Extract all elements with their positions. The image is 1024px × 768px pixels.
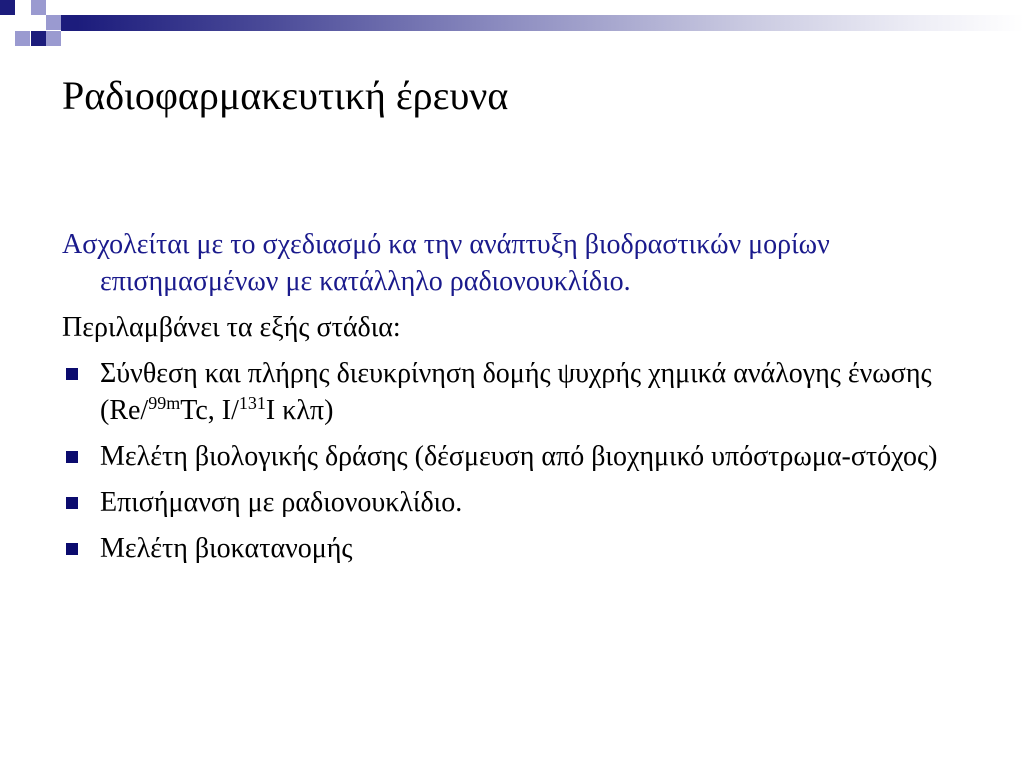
stages-heading: Περιλαμβάνει τα εξής στάδια: <box>62 312 401 343</box>
header-gradient-band <box>77 15 1024 31</box>
bullet-text-part: Σύνθεση και πλήρης διευκρίνηση δομής ψυχρής χημικά ανάλογης ένωσης (Re/ <box>100 358 932 426</box>
slide-title: Ραδιοφαρμακευτική έρευνα <box>62 73 509 118</box>
square-bullet-icon <box>66 451 78 463</box>
decorative-square <box>46 15 61 30</box>
bullet-text-part: Tc, I/ <box>180 395 239 426</box>
bullet-text: Μελέτη βιοκατανομής <box>100 533 353 564</box>
decorative-square <box>0 0 15 15</box>
square-bullet-icon <box>66 497 78 509</box>
bullet-text <box>100 358 932 426</box>
decorative-square <box>15 31 30 46</box>
decorative-square <box>31 0 46 15</box>
list-item <box>62 438 942 475</box>
bullet-text: Μελέτη βιολογικής δράσης (δέσμευση από βιοχημικό υπόστρωμα-στόχος) <box>100 441 938 472</box>
isotope-superscript: 99m <box>148 393 181 414</box>
list-item <box>62 530 942 567</box>
decorative-header <box>0 0 1024 60</box>
decorative-square <box>31 31 46 46</box>
slide-body <box>62 226 942 576</box>
bullet-text-part: I κλπ) <box>265 395 334 426</box>
isotope-superscript: 131 <box>238 393 266 414</box>
square-bullet-icon <box>66 543 78 555</box>
square-bullet-icon <box>66 368 78 380</box>
list-item <box>62 484 942 521</box>
intro-paragraph: Ασχολείται με το σχεδιασμό κα την ανάπτυξη βιοδραστικών μορίων επισημασμένων με κατάλληλο ραδιονουκλίδιο. <box>62 229 830 297</box>
decorative-square <box>46 31 61 46</box>
decorative-square <box>61 15 77 31</box>
list-item <box>62 355 942 429</box>
bullet-text: Επισήμανση με ραδιονουκλίδιο. <box>100 487 463 518</box>
